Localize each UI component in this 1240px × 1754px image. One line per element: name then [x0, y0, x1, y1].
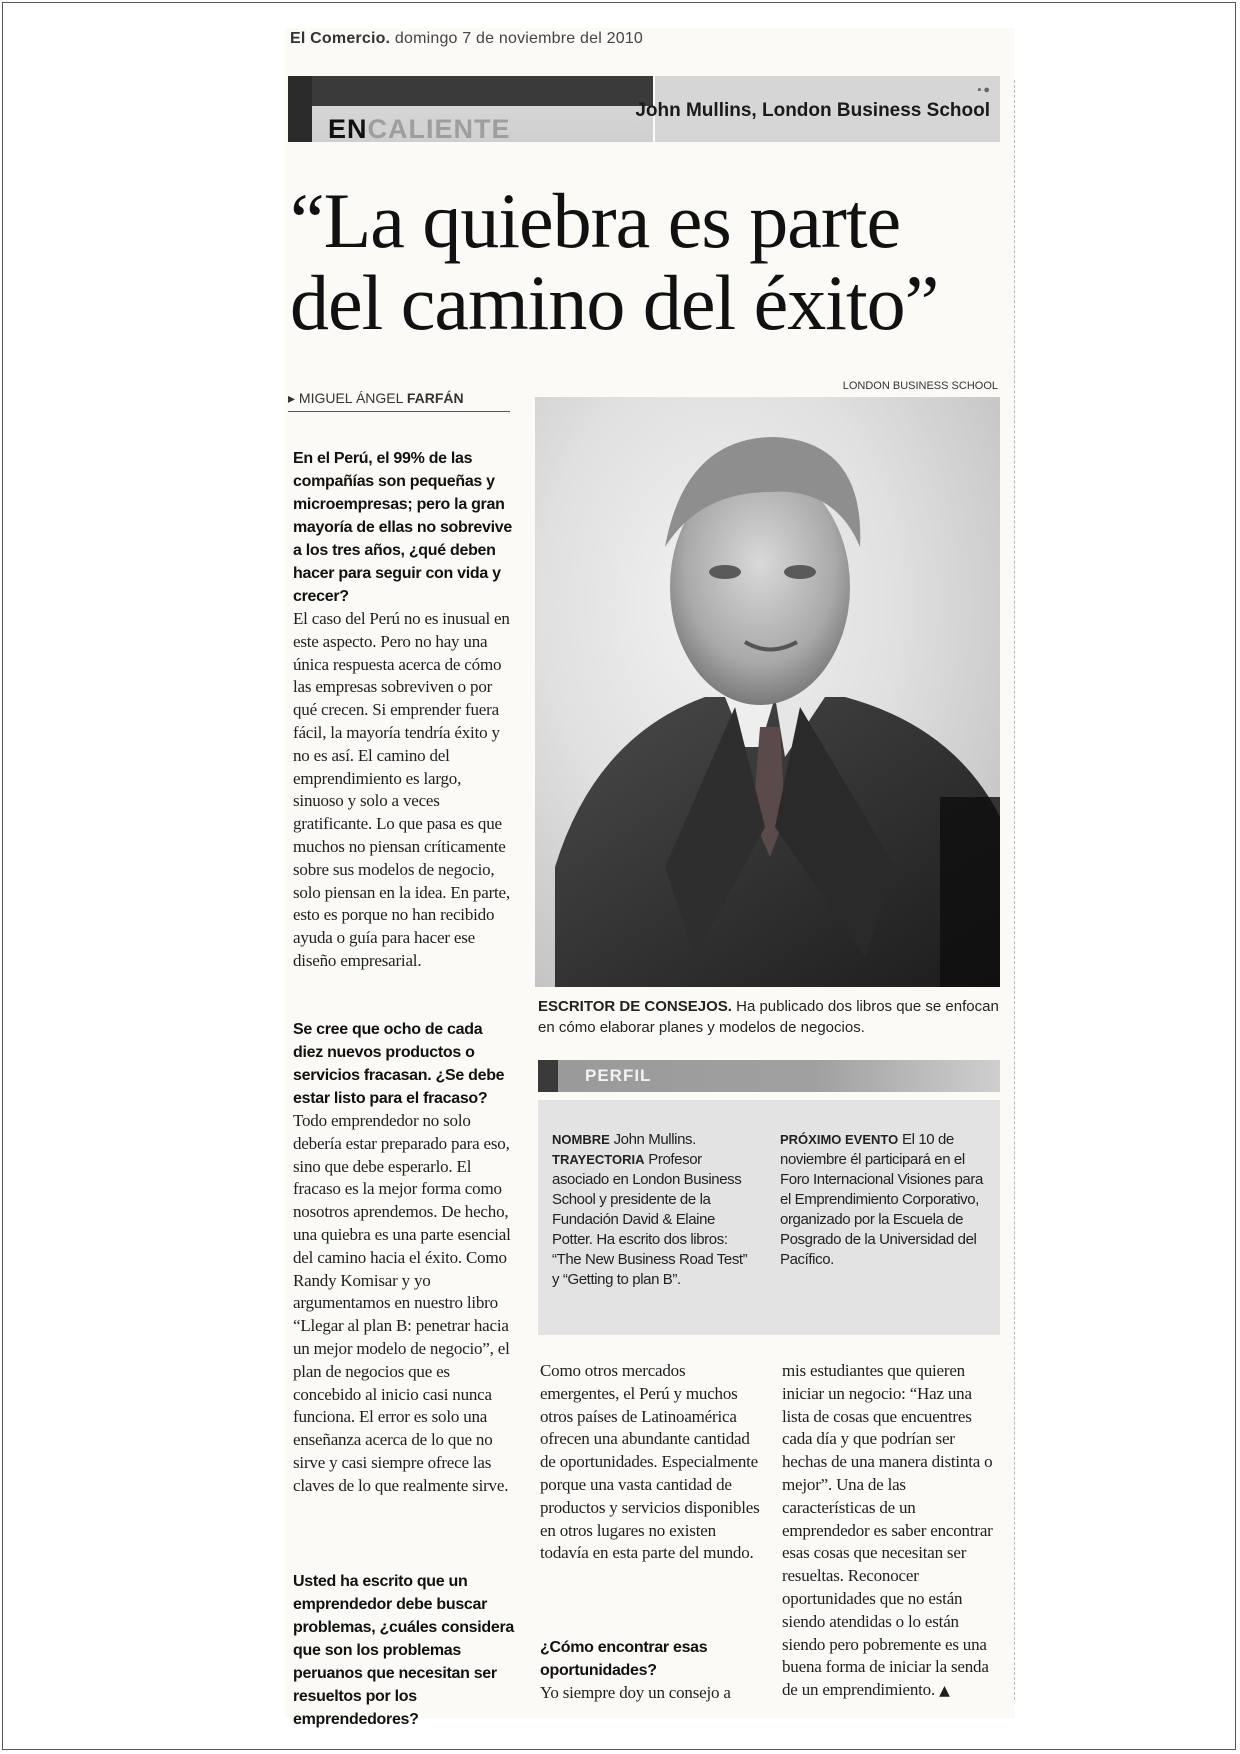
question-4: ¿Cómo encontrar esas oportunidades?	[540, 1639, 708, 1679]
photo-credit: LONDON BUSINESS SCHOOL	[842, 380, 998, 392]
answer-4-continued: mis estudiantes que quieren iniciar un negocio: “Haz una lista de cosas que encuentres cada día y que podrían ser hechas de una manera distinta o mejor”. Una de las características de un emprendedor es saber encontrar esas cosas que necesitan ser resueltas. Reconocer oportunidades que no están siendo atendidas o lo están siendo pero pobremente es una buena forma de iniciar la senda de un emprendimiento.	[782, 1361, 993, 1700]
section-label	[328, 114, 511, 145]
end-mark-icon: ▲	[939, 1683, 950, 1700]
caption-lead: ESCRITOR DE CONSEJOS.	[538, 998, 732, 1015]
section-label-caliente: CALIENTE	[367, 114, 511, 144]
headline-line-2: del camino del éxito”	[290, 259, 939, 346]
publication-date: domingo 7 de noviembre del 2010	[394, 30, 644, 47]
ornament-dots-icon: ▪●	[977, 84, 992, 96]
author-given-name: MIGUEL ÁNGEL	[298, 390, 403, 406]
author-byline	[288, 390, 510, 412]
answer-2: Todo emprendedor no solo debería estar preparado para eso, sino que debe esperarlo. El fracaso es la mejor forma como nosotros aprendemos. De hecho, una quiebra es una parte esencial del camino hacia el éxito. Como Randy Komisar y yo argumentamos en nuestro libro “Llegar al plan B: penetrar hacia un mejor modelo de negocio”, el plan de negocios que es concebido al inicio casi nunca funciona. El error es solo una enseñanza acerca de lo que no sirve y casi siempre ofrece las claves de lo que realmente sirve.	[293, 1111, 511, 1495]
middle-column	[540, 1360, 762, 1565]
answer-3: Como otros mercados emergentes, el Perú y muchos otros países de Latinoamérica ofrecen una abundante cantidad de oportunidades. Especialmente porque una vasta cantidad de productos y servicios disponibles en otros lugares no existen todavía en esta parte del mundo.	[540, 1361, 760, 1563]
perfil-left-column	[552, 1130, 757, 1290]
perfil-evento-label: PRÓXIMO EVENTO	[780, 1132, 899, 1147]
right-column	[782, 1360, 1002, 1703]
masthead	[290, 30, 643, 48]
perfil-box	[538, 1100, 1000, 1335]
portrait-photo	[535, 397, 1000, 987]
perfil-trayectoria-value: Profesor asociado en London Business School y presidente de la Fundación David & Elaine Potter. Ha escrito dos libros: “The New Business Road Test” y “Getting to plan B”.	[552, 1151, 748, 1288]
perfil-header	[538, 1060, 1000, 1092]
byline-marker-icon: ▸	[288, 390, 296, 406]
perfil-nombre-value: John Mullins.	[613, 1131, 696, 1148]
interviewee-block	[635, 76, 1000, 142]
section-label-block	[288, 76, 653, 142]
headline-line-1: “La quiebra es parte	[290, 177, 901, 264]
interviewee-name: John Mullins, London Business School	[635, 100, 990, 121]
answer-4-start: Yo siempre doy un consejo a	[540, 1683, 731, 1702]
question-3: Usted ha escrito que un emprendedor debe buscar problemas, ¿cuáles considera que son los problemas peruanos que necesitan ser resueltos por los emprendedores?	[293, 1573, 515, 1728]
portrait-illustration	[535, 397, 1000, 987]
clipping-cut-edge	[1013, 80, 1015, 1700]
section-dark-bar	[288, 76, 312, 142]
caption-text: Ha publicado dos libros que se enfocan en cómo elaborar planes y modelos de negocios.	[538, 998, 999, 1036]
perfil-right-column	[780, 1130, 985, 1270]
perfil-trayectoria-label: TRAYECTORIA	[552, 1152, 645, 1167]
perfil-nombre-label: NOMBRE	[552, 1132, 610, 1147]
section-dark-strip	[288, 76, 653, 106]
author-surname: FARFÁN	[406, 390, 464, 406]
section-label-en: EN	[328, 114, 368, 144]
left-column-block-1	[293, 447, 515, 973]
perfil-evento-value: El 10 de noviembre él participará en el Foro Internacional Visiones para el Emprendimiento Corporativo, organizado por la Escuela de Posgrado de la Universidad del Pacífico.	[780, 1131, 983, 1268]
answer-2-block	[293, 1110, 515, 1498]
answer-1: El caso del Perú no es inusual en este aspecto. Pero no hay una única respuesta acerca de cómo las empresas sobreviven o por qué crecen. Si emprender fuera fácil, la mayoría tendría éxito y no es así. El camino del emprendimiento es largo, sinuoso y solo a veces gratificante. Lo que pasa es que muchos no piensan críticamente sobre sus modelos de negocio, solo piensan en la idea. En parte, esto es porque no han recibido ayuda o guía para hacer ese diseño empresarial.	[293, 609, 510, 970]
question-1: En el Perú, el 99% de las compañías son pequeñas y microempresas; pero la gran mayoría de ellas no sobrevive a los tres años, ¿qué deben hacer para seguir con vida y crecer?	[293, 450, 512, 605]
answer-4-start-block	[540, 1682, 762, 1705]
section-header	[288, 76, 1000, 142]
newspaper-name: El Comercio.	[290, 30, 391, 47]
question-2: Se cree que ocho de cada diez nuevos productos o servicios fracasan. ¿Se debe estar listo para el fracaso?	[293, 1021, 505, 1107]
perfil-title: PERFIL	[585, 1066, 652, 1085]
photo-caption	[538, 996, 1000, 1038]
headline	[290, 177, 1010, 346]
